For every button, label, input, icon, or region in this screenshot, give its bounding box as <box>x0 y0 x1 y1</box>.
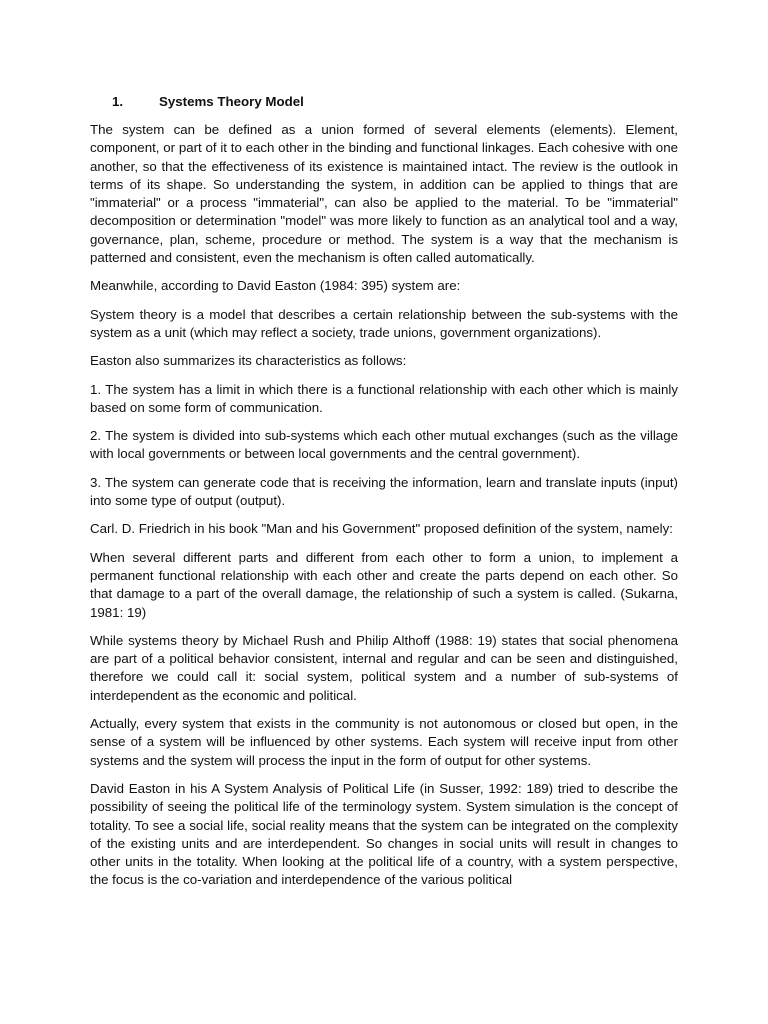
document-page <box>90 92 678 900</box>
section-title: Systems Theory Model <box>159 94 304 109</box>
paragraph-easton-definition: System theory is a model that describes a certain relationship between the sub-systems with the system as a unit (which may reflect a society, trade unions, government organizations). <box>90 306 678 340</box>
paragraph-characteristic-2: 2. The system is divided into sub-systems which each other mutual exchanges (such as the village with local governments or between local governments and the central government). <box>90 428 678 462</box>
section-number: 1. <box>112 94 124 109</box>
paragraph-rush-althoff: While systems theory by Michael Rush and Philip Althoff (1988: 19) states that social phenomena are part of a political behavior consistent, internal and regular and can be seen and distinguished, therefore we could call it: social system, political system and a number of sub-systems of interdependent as the economic and political. <box>90 632 678 703</box>
paragraph-open-systems: Actually, every system that exists in the community is not autonomous or closed but open, in the sense of a system will be influenced by other systems. Each system will receive input from other systems and the system will process the input in the form of output for other systems. <box>90 716 678 768</box>
paragraph-system-definition: The system can be defined as a union formed of several elements (elements). Element, component, or part of it to each other in the binding and functional linkages. Each cohesive with one another, so that the effectiveness of its existence is maintained intact. The review is the outlook in terms of its shape. So understanding the system, in addition can be applied to things that are "immaterial" or a process "immaterial", can also be applied to the material. To be "immaterial" decomposition or determination "model" was more likely to function as an analytical tool and a way, governance, plan, scheme, procedure or method. The system is a way that the mechanism is patterned and consistent, even the mechanism is often called automatically. <box>90 122 678 266</box>
paragraph-easton-analysis: David Easton in his A System Analysis of Political Life (in Susser, 1992: 189) tried to describe the possibility of seeing the political life of the terminology system. System simulation is the concept of totality. To see a social life, social reality means that the system can be integrated on the complexity of the existing units and are interdependent. So changes in social units will result in changes to other units in the totality. When looking at the political life of a country, with a system perspective, the focus is the co-variation and interdependence of the various political <box>90 780 678 888</box>
paragraph-characteristic-1: 1. The system has a limit in which there is a functional relationship with each other which is mainly based on some form of communication. <box>90 381 678 415</box>
paragraph-easton-intro: Meanwhile, according to David Easton (1984: 395) system are: <box>90 278 461 294</box>
paragraph-characteristics-intro: Easton also summarizes its characteristics as follows: <box>90 353 407 369</box>
paragraph-friedrich-intro: Carl. D. Friedrich in his book "Man and his Government" proposed definition of the system, namely: <box>90 521 673 537</box>
paragraph-characteristic-3: 3. The system can generate code that is receiving the information, learn and translate inputs (input) into some type of output (output). <box>90 474 678 509</box>
section-heading <box>90 92 678 111</box>
paragraph-friedrich-definition: When several different parts and different from each other to form a union, to implement a permanent functional relationship with each other and create the parts depend on each other. So that damage to a part of the overall damage, the relationship of such a system is called. (Sukarna, 1981: 19) <box>90 549 678 620</box>
